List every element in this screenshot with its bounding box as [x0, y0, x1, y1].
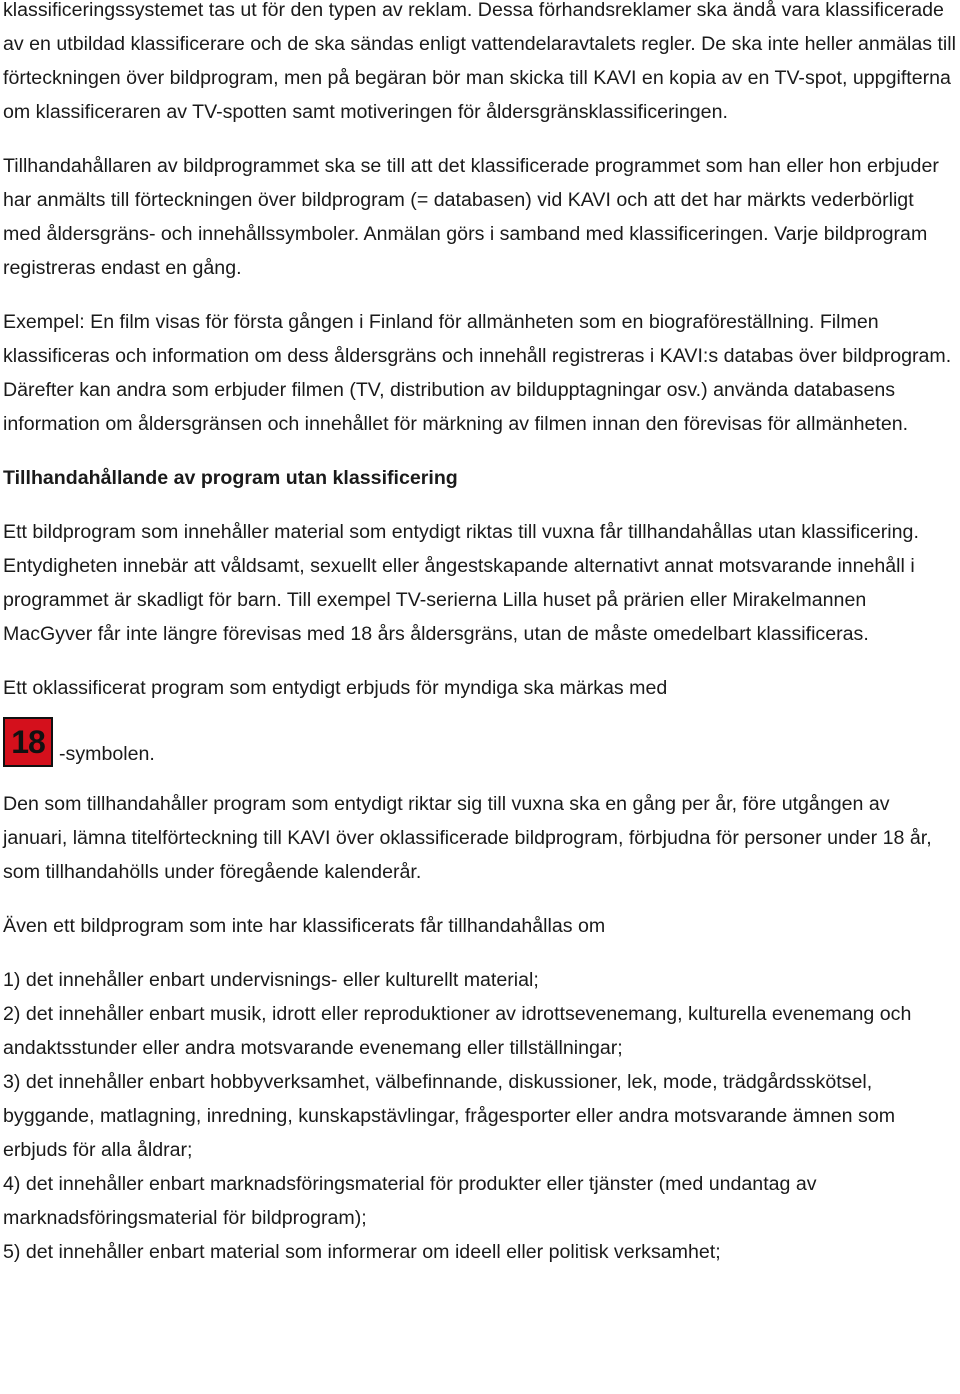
list-item: 1) det innehåller enbart undervisnings- eller kulturellt material; [3, 969, 539, 991]
list-item: 5) det innehåller enbart material som informerar om ideell eller politisk verksamhet; [3, 1241, 721, 1263]
paragraph-titelforteckning: Den som tillhandahåller program som entydigt riktar sig till vuxna ska en gång per år, före utgången av januari, lämna titelförteckning till KAVI över oklassificerade bildprogram, förbjudna för personer under 18 år, som tillhandahölls under föregående kalenderår. [3, 793, 932, 883]
document-page [3, 0, 957, 1269]
paragraph-tillhandahallaren: Tillhandahållaren av bildprogrammet ska se till att det klassificerade programmet som han eller hon erbjuder har anmälts till förteckningen över bildprogram (= databasen) vid KAVI och att det har märkts vederbörligt med åldersgräns- och innehållssymboler. Anmälan görs i samband med klassificeringen. Varje bildprogram registreras endast en gång. [3, 155, 939, 279]
paragraph-exempel: Exempel: En film visas för första gången i Finland för allmänheten som en biograföreställning. Filmen klassificeras och information om dess åldersgräns och innehåll registreras i KAVI:s databas över bildprogram. Därefter kan andra som erbjuder filmen (TV, distribution av bildupptagningar osv.) använda databasens information om åldersgränsen och innehållet för märkning av filmen innan den förevisas för allmänheten. [3, 311, 952, 435]
symbol-suffix: -symbolen. [59, 743, 155, 765]
age-symbol-row [3, 713, 957, 767]
section-heading: Tillhandahållande av program utan klassificering [3, 467, 458, 489]
age-18-badge-icon: 18 [3, 717, 53, 767]
paragraph-vuxna-material: Ett bildprogram som innehåller material som entydigt riktas till vuxna får tillhandahållas utan klassificering. Entydigheten innebär att våldsamt, sexuellt eller ångestskapande alternativt annat motsvarande innehåll i programmet är skadligt för barn. Till exempel TV-serierna Lilla huset på prärien eller Mirakelmannen MacGyver får inte längre förevisas med 18 års åldersgräns, utan de måste omedelbart klassificeras. [3, 521, 919, 645]
paragraph-reklam: klassificeringssystemet tas ut för den typen av reklam. Dessa förhandsreklamer ska ändå vara klassificerade av en utbildad klassificerare och de ska sändas enligt vattendelaravtalets regler. De ska inte heller anmälas till förteckningen över bildprogram, men på begäran bör man skicka till KAVI en kopia av en TV-spot, uppgifterna om klassificeraren av TV-spotten samt motiveringen för åldersgränsklassificeringen. [3, 0, 956, 123]
list-item: 2) det innehåller enbart musik, idrott eller reproduktioner av idrottsevenemang, kulturella evenemang och andaktsstunder eller andra motsvarande evenemang eller tillställningar; [3, 1003, 912, 1059]
paragraph-oklassificerat: Ett oklassificerat program som entydigt erbjuds för myndiga ska märkas med [3, 677, 668, 699]
paragraph-aven: Även ett bildprogram som inte har klassificerats får tillhandahållas om [3, 915, 606, 937]
list-item: 3) det innehåller enbart hobbyverksamhet, välbefinnande, diskussioner, lek, mode, trädgårdsskötsel, byggande, matlagning, inredning, kunskapstävlingar, frågesporter eller andra motsvarande ämnen som erbjuds för alla åldrar; [3, 1071, 896, 1161]
list-item: 4) det innehåller enbart marknadsföringsmaterial för produkter eller tjänster (med undantag av marknadsföringsmaterial för bildprogram); [3, 1173, 817, 1229]
